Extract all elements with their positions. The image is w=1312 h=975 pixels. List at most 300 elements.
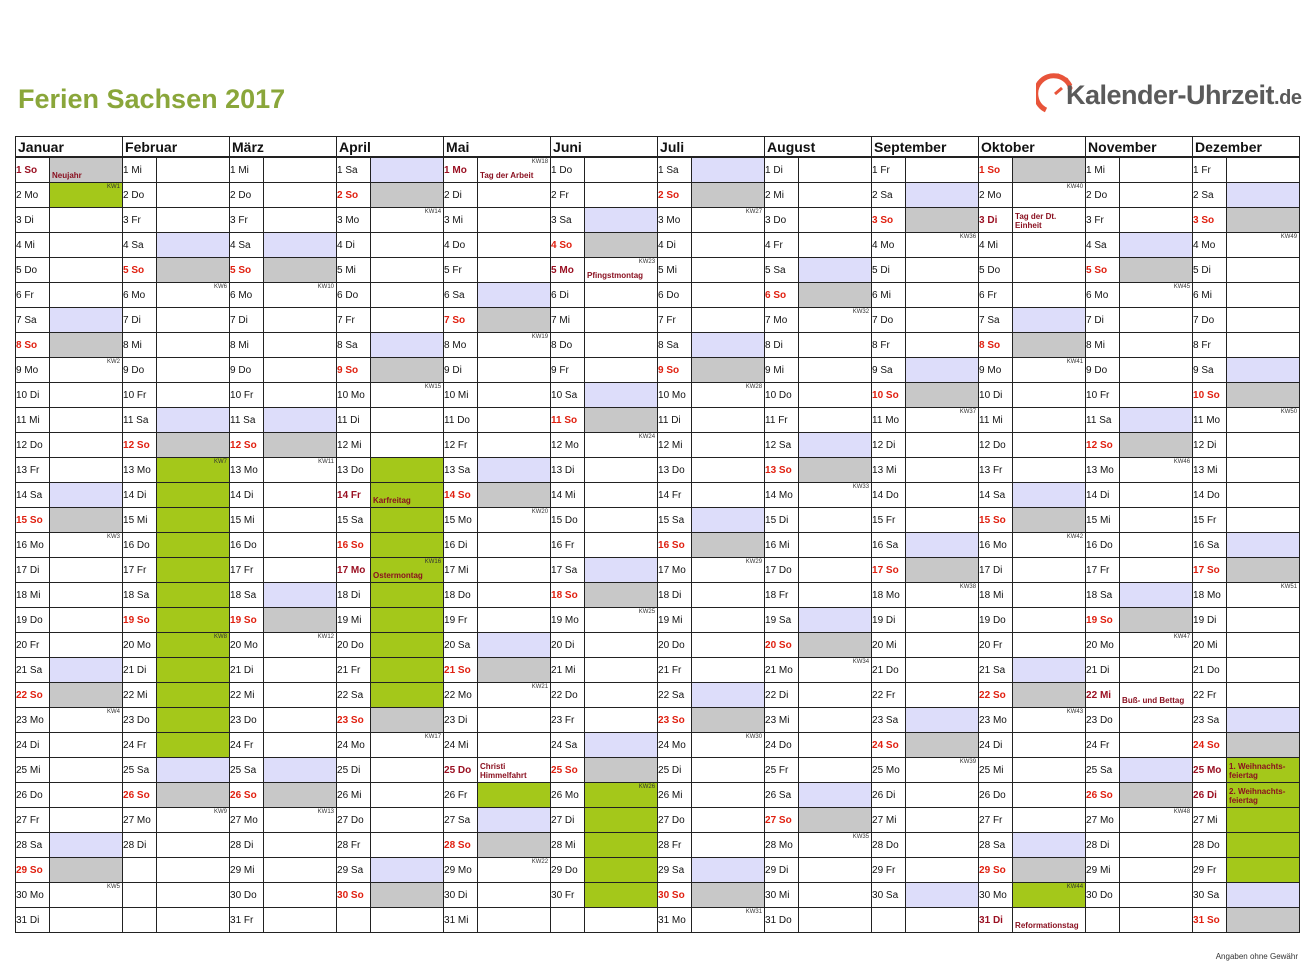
day-cell: 18 Mo <box>1193 583 1227 608</box>
day-info-cell <box>1013 233 1086 258</box>
day-cell: 30 Mo <box>16 883 50 908</box>
holiday-name: Neujahr <box>52 171 82 180</box>
day-cell: 24 Mo <box>658 733 692 758</box>
day-info-cell <box>692 783 765 808</box>
day-row <box>16 908 1300 933</box>
day-info-cell <box>264 208 337 233</box>
day-info-cell <box>692 858 765 883</box>
day-info-cell <box>799 708 872 733</box>
day-info-cell <box>1013 683 1086 708</box>
day-cell: 2 Mi <box>765 183 799 208</box>
day-info-cell <box>50 483 123 508</box>
day-info-cell <box>692 508 765 533</box>
day-cell: 4 So <box>551 233 585 258</box>
day-cell: 3 Di <box>16 208 50 233</box>
day-cell: 13 So <box>765 458 799 483</box>
day-info-cell <box>264 683 337 708</box>
day-info-cell <box>1120 633 1193 658</box>
day-cell: 17 Sa <box>551 558 585 583</box>
day-cell: 13 Sa <box>444 458 478 483</box>
day-info-cell <box>50 508 123 533</box>
day-info-cell <box>264 883 337 908</box>
day-info-cell <box>1120 233 1193 258</box>
day-cell: 25 Di <box>337 758 371 783</box>
day-cell: 10 Mo <box>658 383 692 408</box>
day-cell: 5 Do <box>979 258 1013 283</box>
day-info-cell <box>1120 383 1193 408</box>
day-cell: 9 Mo <box>16 358 50 383</box>
day-cell: 2 Sa <box>1193 183 1227 208</box>
day-info-cell <box>478 208 551 233</box>
day-cell: 21 Do <box>872 658 906 683</box>
holiday-name: Karfreitag <box>373 496 411 505</box>
day-cell: 1 Sa <box>337 157 371 183</box>
day-cell: 20 Sa <box>444 633 478 658</box>
day-cell: 30 Di <box>444 883 478 908</box>
day-info-cell <box>906 533 979 558</box>
day-cell: 27 Mo <box>230 808 264 833</box>
day-info-cell <box>585 433 658 458</box>
day-cell: 25 Mo <box>872 758 906 783</box>
logo[interactable] <box>1036 64 1301 124</box>
day-info-cell <box>371 458 444 483</box>
day-info-cell <box>585 808 658 833</box>
day-cell: 21 So <box>444 658 478 683</box>
day-info-cell <box>692 633 765 658</box>
day-cell: 22 Sa <box>337 683 371 708</box>
day-cell: 31 Di <box>16 908 50 933</box>
day-cell: 31 Di <box>979 908 1013 933</box>
day-cell: 14 Di <box>123 483 157 508</box>
day-info-cell <box>1120 883 1193 908</box>
day-cell: 20 Fr <box>979 633 1013 658</box>
day-cell: 23 Do <box>230 708 264 733</box>
day-info-cell <box>478 258 551 283</box>
day-cell: 14 Sa <box>979 483 1013 508</box>
day-info-cell <box>478 808 551 833</box>
day-info-cell <box>906 208 979 233</box>
day-cell: 2 Do <box>123 183 157 208</box>
day-info-cell <box>1227 233 1300 258</box>
day-cell: 6 So <box>765 283 799 308</box>
day-row <box>16 758 1300 783</box>
empty-cell <box>1086 908 1120 933</box>
day-cell: 15 Fr <box>872 508 906 533</box>
day-info-cell <box>1013 308 1086 333</box>
day-info-cell <box>799 333 872 358</box>
week-number-label: KW47 <box>1173 634 1191 640</box>
day-cell: 19 Di <box>1193 608 1227 633</box>
day-cell: 10 Mo <box>337 383 371 408</box>
day-cell: 2 Fr <box>551 183 585 208</box>
day-cell: 16 Sa <box>1193 533 1227 558</box>
day-cell: 5 So <box>230 258 264 283</box>
day-cell: 20 Mo <box>1086 633 1120 658</box>
day-cell: 5 Sa <box>765 258 799 283</box>
holiday-name: Ostermontag <box>373 571 423 580</box>
day-cell: 8 Sa <box>337 333 371 358</box>
day-info-cell <box>585 258 658 283</box>
day-cell: 17 Fr <box>1086 558 1120 583</box>
day-info-cell <box>50 883 123 908</box>
day-cell: 1 Fr <box>1193 157 1227 183</box>
day-cell: 10 Di <box>16 383 50 408</box>
day-info-cell <box>50 408 123 433</box>
holiday-name: Pfingstmontag <box>587 271 644 280</box>
week-number-label: KW1 <box>107 184 121 190</box>
day-info-cell <box>1227 858 1300 883</box>
day-info-cell <box>264 333 337 358</box>
day-cell: 26 Sa <box>765 783 799 808</box>
day-info-cell <box>157 157 230 183</box>
week-number-label: KW5 <box>107 884 121 890</box>
day-info-cell <box>371 233 444 258</box>
day-info-cell <box>478 583 551 608</box>
day-cell: 23 So <box>658 708 692 733</box>
empty-cell <box>551 908 585 933</box>
empty-cell <box>371 908 444 933</box>
day-info-cell <box>478 908 551 933</box>
day-cell: 13 Mo <box>1086 458 1120 483</box>
day-info-cell <box>157 783 230 808</box>
day-info-cell <box>478 708 551 733</box>
month-header-3: März <box>230 137 337 158</box>
day-info-cell <box>1120 408 1193 433</box>
day-cell: 29 Sa <box>658 858 692 883</box>
day-cell: 29 Mi <box>1086 858 1120 883</box>
day-cell: 3 Fr <box>123 208 157 233</box>
day-cell: 6 Mo <box>123 283 157 308</box>
day-info-cell <box>1120 308 1193 333</box>
day-info-cell <box>478 157 551 183</box>
day-cell: 24 Di <box>979 733 1013 758</box>
empty-cell <box>585 908 658 933</box>
day-info-cell <box>1120 658 1193 683</box>
day-cell: 11 Sa <box>1086 408 1120 433</box>
day-info-cell <box>50 258 123 283</box>
day-info-cell <box>157 208 230 233</box>
day-cell: 15 Di <box>765 508 799 533</box>
day-info-cell <box>692 683 765 708</box>
day-info-cell <box>1227 458 1300 483</box>
day-info-cell <box>1013 283 1086 308</box>
day-info-cell <box>799 433 872 458</box>
day-cell: 12 Di <box>1193 433 1227 458</box>
day-cell: 28 Do <box>1193 833 1227 858</box>
week-number-label: KW40 <box>1066 184 1084 190</box>
day-info-cell <box>371 258 444 283</box>
day-cell: 9 Do <box>1086 358 1120 383</box>
day-info-cell <box>1227 683 1300 708</box>
week-number-label: KW37 <box>959 409 977 415</box>
day-cell: 23 Di <box>444 708 478 733</box>
day-info-cell <box>50 283 123 308</box>
day-cell: 9 Sa <box>872 358 906 383</box>
disclaimer: Angaben ohne Gewähr <box>1215 952 1298 961</box>
day-cell: 8 Mi <box>230 333 264 358</box>
day-info-cell <box>906 633 979 658</box>
week-number-label: KW30 <box>745 734 763 740</box>
week-number-label: KW23 <box>638 259 656 265</box>
day-row <box>16 183 1300 208</box>
day-info-cell <box>50 858 123 883</box>
day-info-cell <box>264 308 337 333</box>
day-cell: 29 So <box>16 858 50 883</box>
day-info-cell <box>50 333 123 358</box>
day-cell: 5 Mi <box>658 258 692 283</box>
day-info-cell <box>50 583 123 608</box>
day-info-cell <box>478 458 551 483</box>
week-number-label: KW33 <box>852 484 870 490</box>
day-info-cell <box>1120 508 1193 533</box>
day-info-cell <box>585 708 658 733</box>
day-info-cell <box>585 833 658 858</box>
day-info-cell <box>1120 283 1193 308</box>
day-info-cell <box>799 908 872 933</box>
day-info-cell <box>585 533 658 558</box>
day-cell: 15 Mo <box>444 508 478 533</box>
week-number-label: KW38 <box>959 584 977 590</box>
week-number-label: KW12 <box>317 634 335 640</box>
day-info-cell <box>371 358 444 383</box>
day-info-cell <box>264 508 337 533</box>
day-cell: 11 So <box>551 408 585 433</box>
day-info-cell <box>906 333 979 358</box>
day-info-cell <box>692 183 765 208</box>
day-cell: 27 Sa <box>444 808 478 833</box>
day-cell: 26 So <box>123 783 157 808</box>
day-info-cell <box>157 533 230 558</box>
day-info-cell <box>264 558 337 583</box>
day-cell: 26 So <box>230 783 264 808</box>
day-info-cell <box>478 733 551 758</box>
day-cell: 17 Di <box>979 558 1013 583</box>
day-cell: 11 Fr <box>765 408 799 433</box>
day-cell: 24 Sa <box>551 733 585 758</box>
day-cell: 24 Mo <box>337 733 371 758</box>
day-info-cell <box>1227 633 1300 658</box>
day-info-cell <box>264 733 337 758</box>
day-info-cell <box>799 483 872 508</box>
day-cell: 6 Fr <box>979 283 1013 308</box>
day-cell: 11 Sa <box>123 408 157 433</box>
day-cell: 26 Do <box>16 783 50 808</box>
day-info-cell <box>157 808 230 833</box>
day-cell: 16 So <box>337 533 371 558</box>
day-info-cell <box>157 433 230 458</box>
empty-cell <box>157 908 230 933</box>
day-info-cell <box>1013 858 1086 883</box>
day-info-cell <box>264 183 337 208</box>
day-cell: 11 Di <box>337 408 371 433</box>
day-cell: 26 Mi <box>658 783 692 808</box>
day-info-cell <box>371 808 444 833</box>
day-cell: 3 Do <box>765 208 799 233</box>
day-cell: 18 Mi <box>16 583 50 608</box>
day-info-cell <box>371 633 444 658</box>
day-cell: 5 Mi <box>337 258 371 283</box>
day-info-cell <box>906 383 979 408</box>
day-cell: 17 Mi <box>444 558 478 583</box>
day-cell: 12 Mi <box>337 433 371 458</box>
day-cell: 5 Di <box>1193 258 1227 283</box>
day-cell: 27 Do <box>337 808 371 833</box>
day-info-cell <box>1013 608 1086 633</box>
day-cell: 31 Fr <box>230 908 264 933</box>
day-info-cell <box>1227 733 1300 758</box>
day-row <box>16 633 1300 658</box>
day-info-cell <box>585 658 658 683</box>
day-cell: 24 So <box>1193 733 1227 758</box>
week-number-label: KW27 <box>745 209 763 215</box>
day-info-cell <box>906 233 979 258</box>
day-cell: 13 Mi <box>1193 458 1227 483</box>
day-cell: 24 Fr <box>230 733 264 758</box>
day-cell: 23 So <box>337 708 371 733</box>
week-number-label: KW22 <box>531 859 549 865</box>
day-cell: 28 Mo <box>765 833 799 858</box>
day-cell: 5 So <box>1086 258 1120 283</box>
day-info-cell <box>585 208 658 233</box>
day-info-cell <box>1013 808 1086 833</box>
day-info-cell <box>264 383 337 408</box>
day-cell: 3 Sa <box>551 208 585 233</box>
day-cell: 3 So <box>1193 208 1227 233</box>
day-info-cell <box>50 658 123 683</box>
day-info-cell <box>264 708 337 733</box>
holiday-name: Christi Himmelfahrt <box>480 762 527 780</box>
month-header-row <box>16 137 1300 158</box>
day-info-cell <box>50 833 123 858</box>
day-cell: 11 Mo <box>872 408 906 433</box>
day-row <box>16 708 1300 733</box>
day-info-cell <box>157 633 230 658</box>
week-number-label: KW46 <box>1173 459 1191 465</box>
day-cell: 4 Mo <box>872 233 906 258</box>
day-cell: 1 Mi <box>230 157 264 183</box>
empty-cell <box>906 908 979 933</box>
day-info-cell <box>585 157 658 183</box>
day-cell: 24 So <box>872 733 906 758</box>
day-row <box>16 308 1300 333</box>
day-info-cell <box>585 483 658 508</box>
day-info-cell <box>264 758 337 783</box>
day-cell: 29 Do <box>551 858 585 883</box>
day-cell: 12 Mo <box>551 433 585 458</box>
day-cell: 21 Mo <box>765 658 799 683</box>
day-info-cell <box>371 308 444 333</box>
day-info-cell <box>906 408 979 433</box>
day-cell: 15 Fr <box>1193 508 1227 533</box>
day-cell: 7 Di <box>1086 308 1120 333</box>
day-cell: 23 Do <box>123 708 157 733</box>
day-info-cell <box>906 508 979 533</box>
day-cell: 6 Do <box>658 283 692 308</box>
day-cell: 10 So <box>1193 383 1227 408</box>
day-cell: 8 Fr <box>1193 333 1227 358</box>
day-info-cell <box>692 483 765 508</box>
day-cell: 17 Fr <box>123 558 157 583</box>
day-cell: 18 Fr <box>765 583 799 608</box>
day-info-cell <box>1013 758 1086 783</box>
day-cell: 3 Di <box>979 208 1013 233</box>
day-info-cell <box>692 333 765 358</box>
day-info-cell <box>478 633 551 658</box>
day-info-cell <box>906 858 979 883</box>
day-info-cell <box>50 608 123 633</box>
day-info-cell <box>799 808 872 833</box>
day-cell: 18 Sa <box>123 583 157 608</box>
day-cell: 16 Di <box>444 533 478 558</box>
week-number-label: KW36 <box>959 234 977 240</box>
day-info-cell <box>906 283 979 308</box>
day-info-cell <box>478 608 551 633</box>
week-number-label: KW18 <box>531 159 549 165</box>
day-info-cell <box>1120 733 1193 758</box>
day-info-cell <box>799 558 872 583</box>
day-cell: 10 Fr <box>1086 383 1120 408</box>
day-info-cell <box>692 383 765 408</box>
day-row <box>16 383 1300 408</box>
day-cell: 19 Do <box>979 608 1013 633</box>
day-cell: 9 Mo <box>979 358 1013 383</box>
day-cell: 1 Mo <box>444 157 478 183</box>
day-cell: 14 Mi <box>551 483 585 508</box>
day-cell: 3 So <box>872 208 906 233</box>
holiday-name: Tag der Dt. Einheit <box>1015 212 1057 230</box>
day-cell: 18 Sa <box>1086 583 1120 608</box>
day-info-cell <box>478 408 551 433</box>
day-info-cell <box>264 358 337 383</box>
day-info-cell <box>1227 708 1300 733</box>
day-info-cell <box>1120 758 1193 783</box>
week-number-label: KW11 <box>318 459 335 465</box>
day-cell: 13 Mo <box>230 458 264 483</box>
day-cell: 26 Mi <box>337 783 371 808</box>
day-cell: 25 Di <box>658 758 692 783</box>
day-info-cell <box>1013 658 1086 683</box>
month-header-2: Februar <box>123 137 230 158</box>
day-info-cell <box>1120 833 1193 858</box>
day-info-cell <box>264 908 337 933</box>
day-cell: 28 Fr <box>658 833 692 858</box>
day-info-cell <box>50 633 123 658</box>
day-cell: 6 Fr <box>16 283 50 308</box>
day-info-cell <box>264 283 337 308</box>
day-cell: 19 Mi <box>658 608 692 633</box>
day-info-cell <box>157 283 230 308</box>
month-header-4: April <box>337 137 444 158</box>
week-number-label: KW45 <box>1173 284 1191 290</box>
day-cell: 2 So <box>658 183 692 208</box>
day-cell: 16 Sa <box>872 533 906 558</box>
day-info-cell <box>1013 333 1086 358</box>
day-cell: 30 Do <box>1086 883 1120 908</box>
holiday-name: Tag der Arbeit <box>480 171 534 180</box>
day-info-cell <box>692 458 765 483</box>
day-info-cell <box>478 858 551 883</box>
day-cell: 27 Mo <box>123 808 157 833</box>
day-cell: 19 So <box>1086 608 1120 633</box>
day-info-cell <box>157 508 230 533</box>
day-info-cell <box>157 183 230 208</box>
day-cell: 29 Fr <box>1193 858 1227 883</box>
day-cell: 31 Mo <box>658 908 692 933</box>
week-number-label: KW42 <box>1066 534 1084 540</box>
day-cell: 19 So <box>230 608 264 633</box>
day-cell: 25 Sa <box>123 758 157 783</box>
day-info-cell <box>1013 183 1086 208</box>
